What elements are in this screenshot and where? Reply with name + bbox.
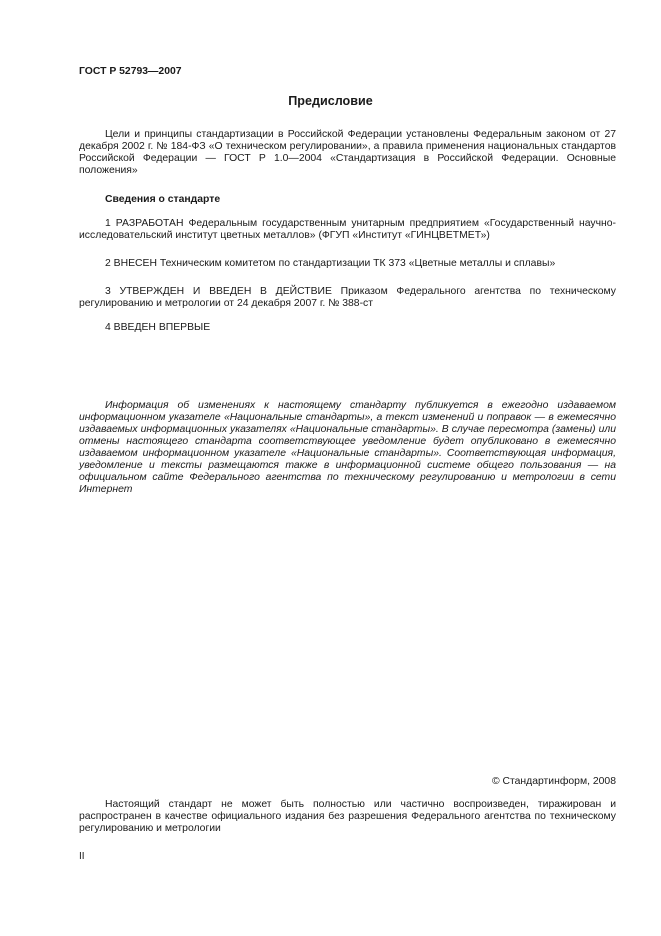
reproduction-notice: Настоящий стандарт не может быть полностью или частично воспроизведен, тиражирован и распространен в качестве официального издания без разрешения Федерального агентства по техническому регулированию и метрологии bbox=[79, 799, 616, 834]
foreword-title: Предисловие bbox=[288, 94, 373, 108]
changes-info: Информация об изменениях к настоящему стандарту публикуется в ежегодно издаваемом информационном указателе «Национальные стандарты», а текст изменений и поправок — в ежемесячно издаваемых информационных указателях «Национальные стандарты». В случае пересмотра (замены) или отмены настоящего стандарта соответствующее уведомление будет опубликовано в ежемесячно издаваемом информационном указателе «Национальные стандарты». Соответствующая информация, уведомление и тексты размещаются также в информационной системе общего пользования — на официальном сайте Федерального агентства по техническому регулированию и метрологии в сети Интернет bbox=[79, 400, 616, 495]
standard-info-item-4: 4 ВВЕДЕН ВПЕРВЫЕ bbox=[105, 322, 211, 333]
page-number: II bbox=[79, 851, 85, 862]
foreword-intro: Цели и принципы стандартизации в Российской Федерации установлены Федеральным законом от 27 декабря 2002 г. № 184-ФЗ «О техническом регулировании», а правила применения национальных стандартов Российской Федерации — ГОСТ Р 1.0—2004 «Стандартизация в Российской Федерации. Основные положения» bbox=[79, 129, 616, 176]
standard-info-item-3: 3 УТВЕРЖДЕН И ВВЕДЕН В ДЕЙСТВИЕ Приказом Федерального агентства по техническому регулированию и метрологии от 24 декабря 2007 г. № 388-ст bbox=[79, 286, 616, 309]
copyright: © Стандартинформ, 2008 bbox=[491, 776, 616, 787]
standard-info-item-2: 2 ВНЕСЕН Техническим комитетом по стандартизации ТК 373 «Цветные металлы и сплавы» bbox=[105, 258, 556, 269]
standard-info-heading: Сведения о стандарте bbox=[105, 194, 221, 205]
document-code: ГОСТ Р 52793—2007 bbox=[79, 66, 182, 77]
standard-info-item-1: 1 РАЗРАБОТАН Федеральным государственным унитарным предприятием «Государственный научно-исследовательский институт цветных металлов» (ФГУП «Институт «ГИНЦВЕТМЕТ») bbox=[79, 218, 616, 241]
